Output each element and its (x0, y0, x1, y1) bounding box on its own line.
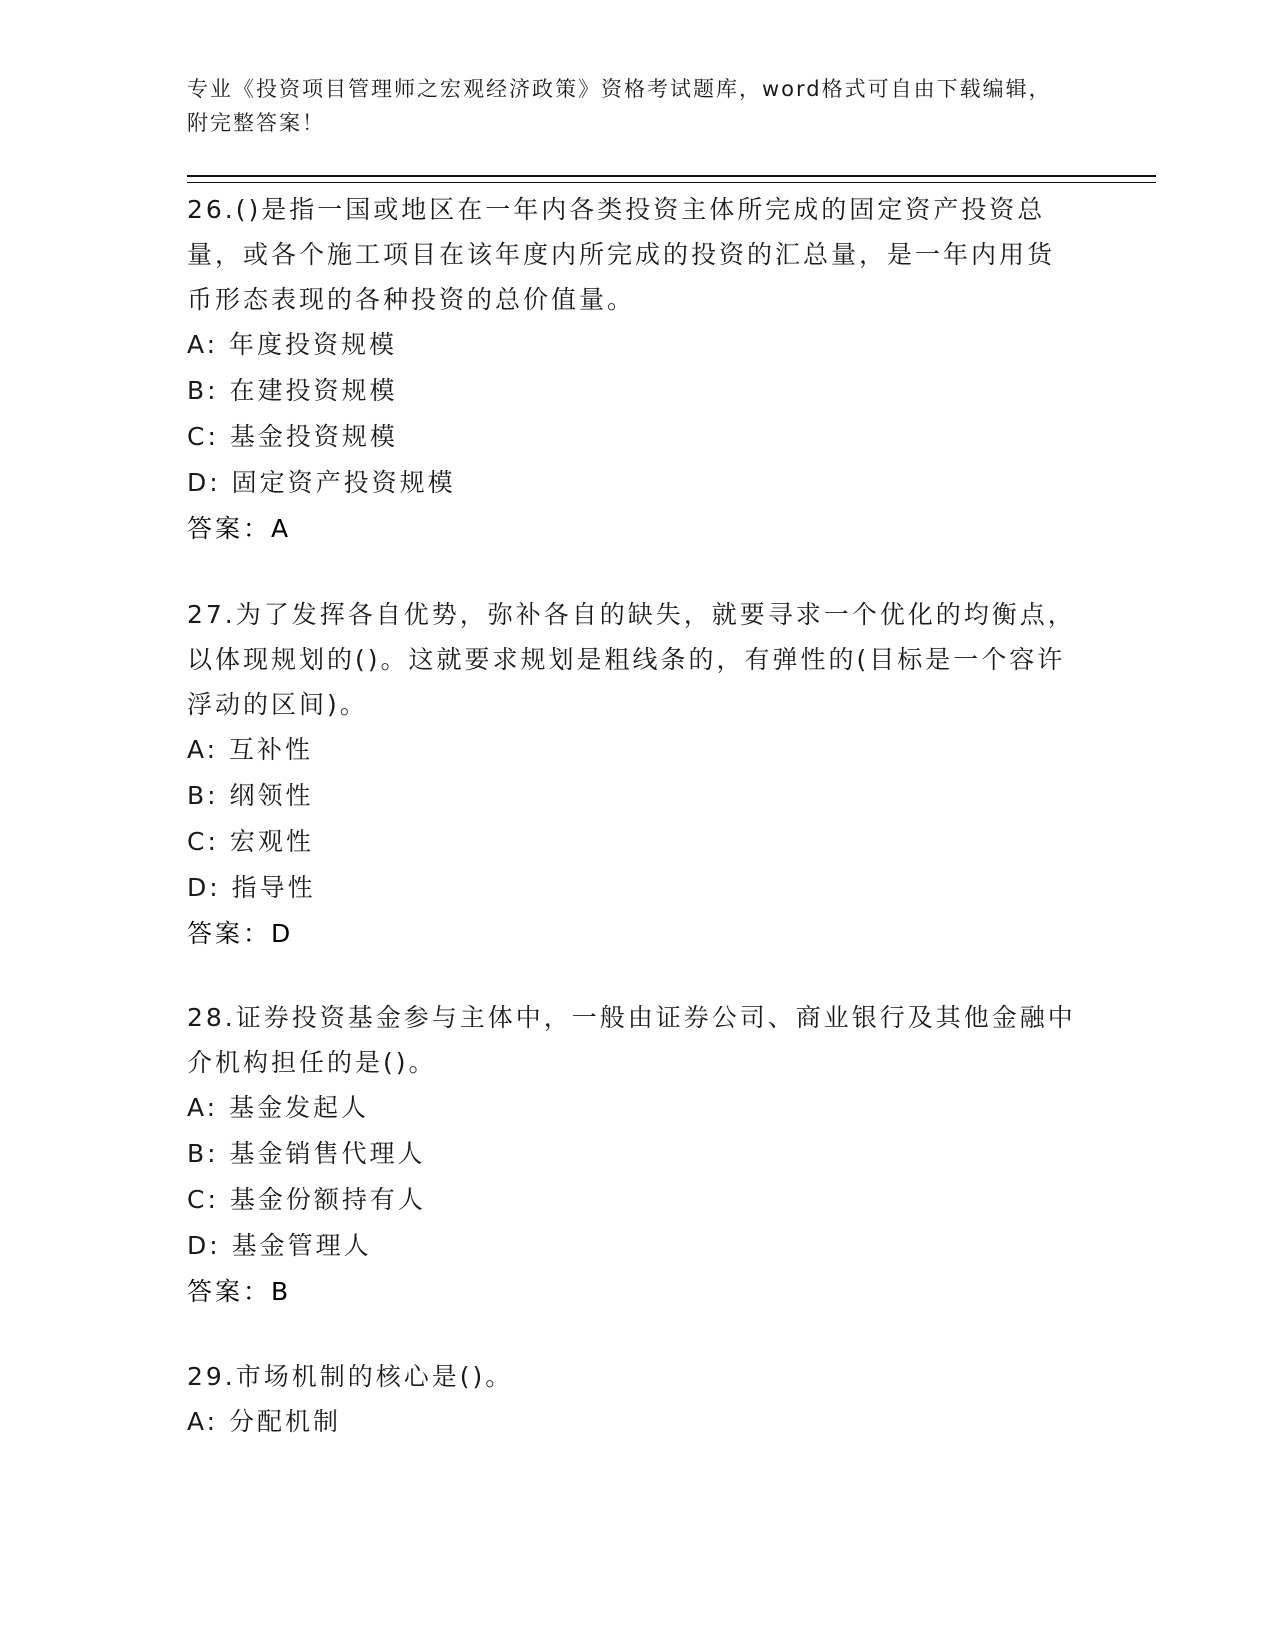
question-block (187, 995, 1087, 1315)
question-block (187, 1354, 1087, 1445)
option-a: A: 互补性 (187, 735, 314, 764)
option-b: B: 在建投资规模 (187, 376, 398, 405)
document-intro: 专业《投资项目管理师之宏观经济政策》资格考试题库，word格式可自由下载编辑，附完整答案！ (187, 77, 1052, 135)
option-d: D: 固定资产投资规模 (187, 468, 456, 497)
question-block (187, 187, 1087, 552)
option-c: C: 宏观性 (187, 827, 314, 856)
answer-line: 答案：D (187, 919, 294, 948)
answer-line: 答案：B (187, 1277, 292, 1306)
option-a: A: 年度投资规模 (187, 330, 398, 359)
option-b: B: 纲领性 (187, 781, 314, 810)
header-divider-thick (187, 175, 1156, 177)
answer-line: 答案：A (187, 514, 292, 543)
header-divider-thin (187, 182, 1156, 183)
option-a: A: 分配机制 (187, 1407, 342, 1436)
option-c: C: 基金份额持有人 (187, 1185, 426, 1214)
option-c: C: 基金投资规模 (187, 422, 398, 451)
question-stem: 26.()是指一国或地区在一年内各类投资主体所完成的固定资产投资总量，或各个施工项目在该年度内所完成的投资的汇总量，是一年内用货币形态表现的各种投资的总价值量。 (187, 195, 1056, 314)
question-stem: 29.市场机制的核心是()。 (187, 1362, 514, 1391)
question-block (187, 592, 1087, 957)
option-d: D: 基金管理人 (187, 1231, 372, 1260)
option-d: D: 指导性 (187, 873, 316, 902)
option-a: A: 基金发起人 (187, 1093, 370, 1122)
option-b: B: 基金销售代理人 (187, 1139, 426, 1168)
question-stem: 27.为了发挥各自优势，弥补各自的缺失，就要寻求一个优化的均衡点，以体现规划的()。这就要求规划是粗线条的，有弹性的(目标是一个容许浮动的区间)。 (187, 600, 1076, 719)
question-stem: 28.证券投资基金参与主体中，一般由证券公司、商业银行及其他金融中介机构担任的是()。 (187, 1003, 1076, 1077)
